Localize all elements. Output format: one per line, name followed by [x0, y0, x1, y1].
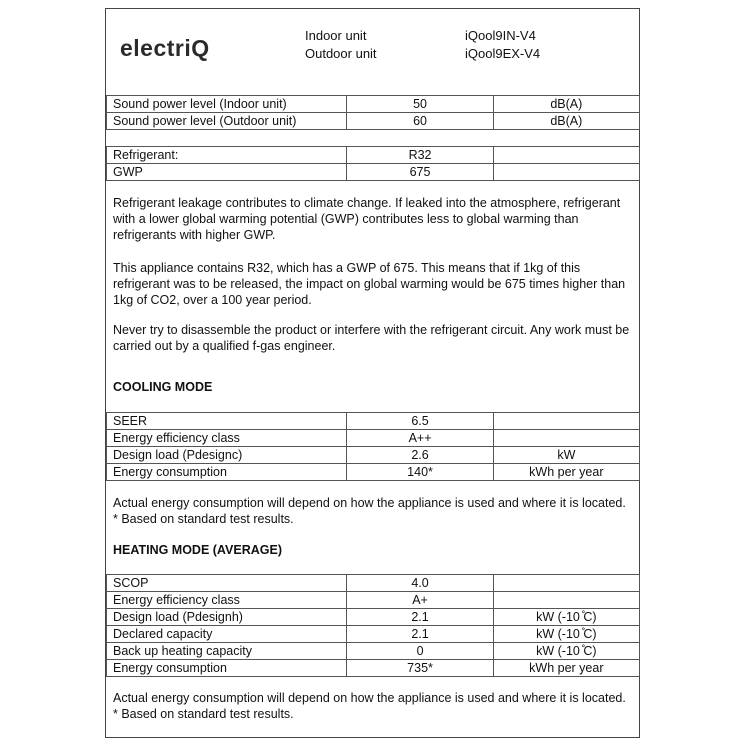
- outdoor-unit-label: Outdoor unit: [305, 46, 377, 61]
- table-cell: kW (-10 ̊C): [493, 626, 639, 643]
- table-cell: kW (-10 ̊C): [493, 643, 639, 660]
- cooling-table: [106, 412, 640, 481]
- sound-table: [106, 95, 640, 130]
- table-cell: [493, 147, 639, 164]
- table-cell: kWh per year: [493, 464, 639, 481]
- table-cell: 735*: [347, 660, 493, 677]
- table-cell: 2.6: [347, 447, 493, 464]
- table-cell: Sound power level (Indoor unit): [107, 96, 347, 113]
- table-cell: Declared capacity: [107, 626, 347, 643]
- heating-mode-heading: HEATING MODE (AVERAGE): [113, 543, 282, 557]
- table-cell: 60: [347, 113, 493, 130]
- table-cell: kWh per year: [493, 660, 639, 677]
- table-cell: SEER: [107, 413, 347, 430]
- paragraph-r32-gwp: This appliance contains R32, which has a GWP of 675. This means that if 1kg of this refrigerant was to be released, the impact on global warming would be 675 times higher than 1kg of CO2, over a 100 year period.: [113, 261, 626, 307]
- table-cell: Back up heating capacity: [107, 643, 347, 660]
- table-cell: dB(A): [493, 96, 639, 113]
- table-cell: Energy consumption: [107, 464, 347, 481]
- table-cell: Energy efficiency class: [107, 592, 347, 609]
- table-row: [107, 147, 640, 164]
- table-row: [107, 430, 640, 447]
- paragraph-refrigerant-leakage: Refrigerant leakage contributes to climate change. If leaked into the atmosphere, refrigerant with a lower global warming potential (GWP) contributes less to global warming than refrigerants with higher GWP.: [113, 196, 621, 242]
- table-cell: A++: [347, 430, 493, 447]
- table-cell: Design load (Pdesignh): [107, 609, 347, 626]
- table-row: [107, 164, 640, 181]
- table-cell: 2.1: [347, 609, 493, 626]
- table-cell: 4.0: [347, 575, 493, 592]
- table-cell: 50: [347, 96, 493, 113]
- table-row: [107, 660, 640, 677]
- cooling-mode-heading: COOLING MODE: [113, 380, 213, 394]
- table-row: [107, 96, 640, 113]
- table-cell: dB(A): [493, 113, 639, 130]
- table-cell: [493, 575, 639, 592]
- indoor-unit-label: Indoor unit: [305, 28, 367, 43]
- table-cell: Design load (Pdesignc): [107, 447, 347, 464]
- table-cell: Energy efficiency class: [107, 430, 347, 447]
- table-cell: 675: [347, 164, 493, 181]
- table-row: [107, 575, 640, 592]
- table-cell: [493, 413, 639, 430]
- table-row: [107, 447, 640, 464]
- heating-footnote: * Based on standard test results.: [113, 707, 294, 721]
- table-row: [107, 609, 640, 626]
- paragraph-safety-warning: Never try to disassemble the product or interfere with the refrigerant circuit. Any work must be carried out by a qualified f-gas engineer.: [113, 323, 630, 353]
- table-cell: 6.5: [347, 413, 493, 430]
- table-cell: 140*: [347, 464, 493, 481]
- table-cell: R32: [347, 147, 493, 164]
- table-cell: [493, 592, 639, 609]
- table-cell: [493, 430, 639, 447]
- table-cell: kW (-10 ̊C): [493, 609, 639, 626]
- indoor-model: iQool9IN-V4: [465, 28, 536, 43]
- table-row: [107, 643, 640, 660]
- table-cell: Energy consumption: [107, 660, 347, 677]
- table-cell: 2.1: [347, 626, 493, 643]
- refrigerant-table: [106, 146, 640, 181]
- table-cell: [493, 164, 639, 181]
- table-cell: GWP: [107, 164, 347, 181]
- brand-logo: electriQ: [120, 35, 210, 61]
- table-cell: Sound power level (Outdoor unit): [107, 113, 347, 130]
- table-cell: A+: [347, 592, 493, 609]
- table-row: [107, 592, 640, 609]
- table-cell: SCOP: [107, 575, 347, 592]
- heating-note: Actual energy consumption will depend on how the appliance is used and where it is located.: [113, 691, 626, 705]
- table-row: [107, 464, 640, 481]
- table-row: [107, 626, 640, 643]
- table-cell: 0: [347, 643, 493, 660]
- table-row: [107, 413, 640, 430]
- cooling-footnote: * Based on standard test results.: [113, 512, 294, 526]
- outdoor-model: iQool9EX-V4: [465, 46, 541, 61]
- table-row: [107, 113, 640, 130]
- table-cell: kW: [493, 447, 639, 464]
- table-cell: Refrigerant:: [107, 147, 347, 164]
- cooling-note: Actual energy consumption will depend on how the appliance is used and where it is located.: [113, 496, 626, 510]
- heating-table: [106, 574, 640, 677]
